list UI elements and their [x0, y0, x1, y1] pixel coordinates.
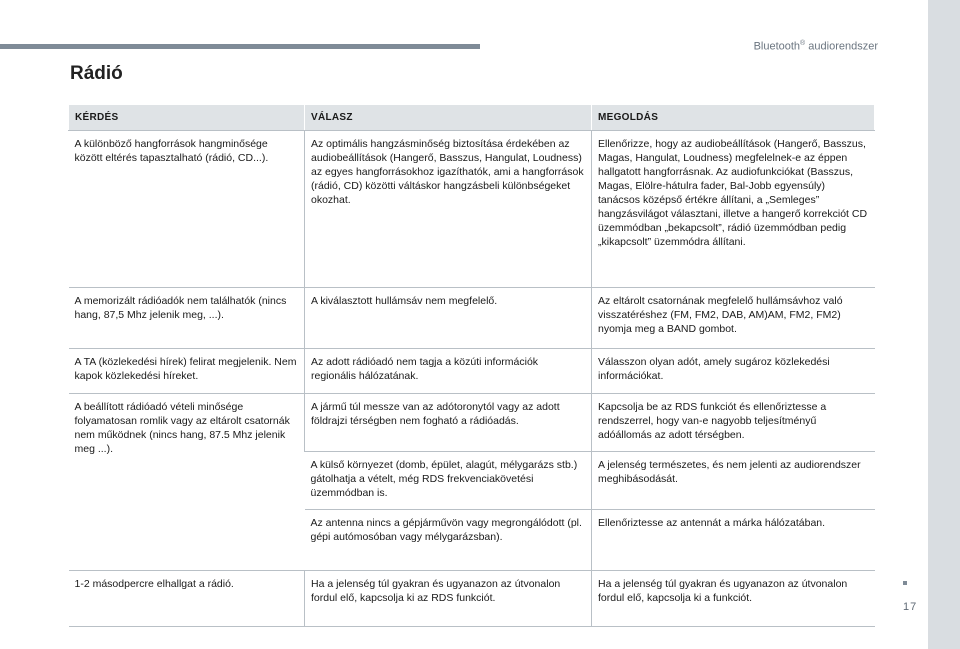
- solution-cell: Az eltárolt csatornának megfelelő hullámsávhoz való visszatéréshez (FM, FM2, DAB, AM)AM, FM2, FM2) nyomja meg a BAND gombot.: [592, 288, 875, 349]
- page-edge-strip: [928, 0, 960, 649]
- solution-cell: Ellenőrizze, hogy az audiobeállítások (Hangerő, Basszus, Magas, Hangulat, Loudness) megfelelnek-e az éppen hallgatott hangforrásnak. Az audiofunkciókat (Basszus, Magas, Elölre-hátulra fader, Bal-Jobb egyensúly) tanácsos középső értékre állítani, a „Semleges” hangzásvilágot választani, illetve a hangerő korrekciót CD üzemmódban „bekapcsolt”, rádió üzemmódban pedig „kikapcsolt” üzemmódra állítani.: [592, 131, 875, 288]
- page-title: Rádió: [70, 63, 123, 84]
- troubleshooting-table: [68, 104, 875, 627]
- table-header-row: [69, 105, 875, 131]
- table-row: [69, 349, 875, 394]
- column-header-question: KÉRDÉS: [69, 105, 305, 131]
- page-number: 17: [903, 601, 918, 613]
- answer-cell: Ha a jelenség túl gyakran és ugyanazon az útvonalon fordul elő, kapcsolja ki az RDS funkciót.: [305, 571, 592, 627]
- answer-cell: Az adott rádióadó nem tagja a közúti információk regionális hálózatának.: [305, 349, 592, 394]
- answer-cell: Az optimális hangzásminőség biztosítása érdekében az audiobeállítások (Hangerő, Basszus, Hangulat, Loudness) az egyes hangforrásokhoz igazíthatók, ami a hangforrások (rádió, CD) közötti váltáskor hangzásbeli különbségeket okozhat.: [305, 131, 592, 288]
- answer-cell: Az antenna nincs a gépjárművön vagy megrongálódott (pl. gépi autómosóban vagy mélygarázsban).: [305, 510, 592, 571]
- solution-cell: Válasszon olyan adót, amely sugároz közlekedési információkat.: [592, 349, 875, 394]
- table-row: [69, 288, 875, 349]
- question-cell: A TA (közlekedési hírek) felirat megjelenik. Nem kapok közlekedési híreket.: [69, 349, 305, 394]
- column-header-solution: MEGOLDÁS: [592, 105, 875, 131]
- table-row: [69, 571, 875, 627]
- answer-cell: A kiválasztott hullámsáv nem megfelelő.: [305, 288, 592, 349]
- solution-cell: Ha a jelenség túl gyakran és ugyanazon az útvonalon fordul elő, kapcsolja ki a funkciót.: [592, 571, 875, 627]
- table-row: [69, 394, 875, 452]
- section-header: Bluetooth® audiorendszer: [753, 40, 878, 53]
- answer-cell: A külső környezet (domb, épület, alagút, mélygarázs stb.) gátolhatja a vételt, még RDS frekvenciakövetési üzemmódban is.: [305, 452, 592, 510]
- question-cell: A memorizált rádióadók nem találhatók (nincs hang, 87,5 Mhz jelenik meg, ...).: [69, 288, 305, 349]
- question-cell: 1-2 másodpercre elhallgat a rádió.: [69, 571, 305, 627]
- question-cell: A különböző hangforrások hangminősége között eltérés tapasztalható (rádió, CD...).: [69, 131, 305, 288]
- question-cell: A beállított rádióadó vételi minősége folyamatosan romlik vagy az eltárolt csatornák nem működnek (nincs hang, 87.5 Mhz jelenik meg ...).: [69, 394, 305, 571]
- page-marker: [903, 581, 907, 585]
- column-header-answer: VÁLASZ: [305, 105, 592, 131]
- solution-cell: Kapcsolja be az RDS funkciót és ellenőriztesse a rendszerrel, hogy van-e nagyobb teljesítményű adóállomás az adott térségben.: [592, 394, 875, 452]
- solution-cell: A jelenség természetes, és nem jelenti az audiorendszer meghibásodását.: [592, 452, 875, 510]
- top-accent-bar: [0, 44, 480, 49]
- table-row: [69, 131, 875, 288]
- answer-cell: A jármű túl messze van az adótoronytól vagy az adott földrajzi térségben nem fogható a rádióadás.: [305, 394, 592, 452]
- solution-cell: Ellenőriztesse az antennát a márka hálózatában.: [592, 510, 875, 571]
